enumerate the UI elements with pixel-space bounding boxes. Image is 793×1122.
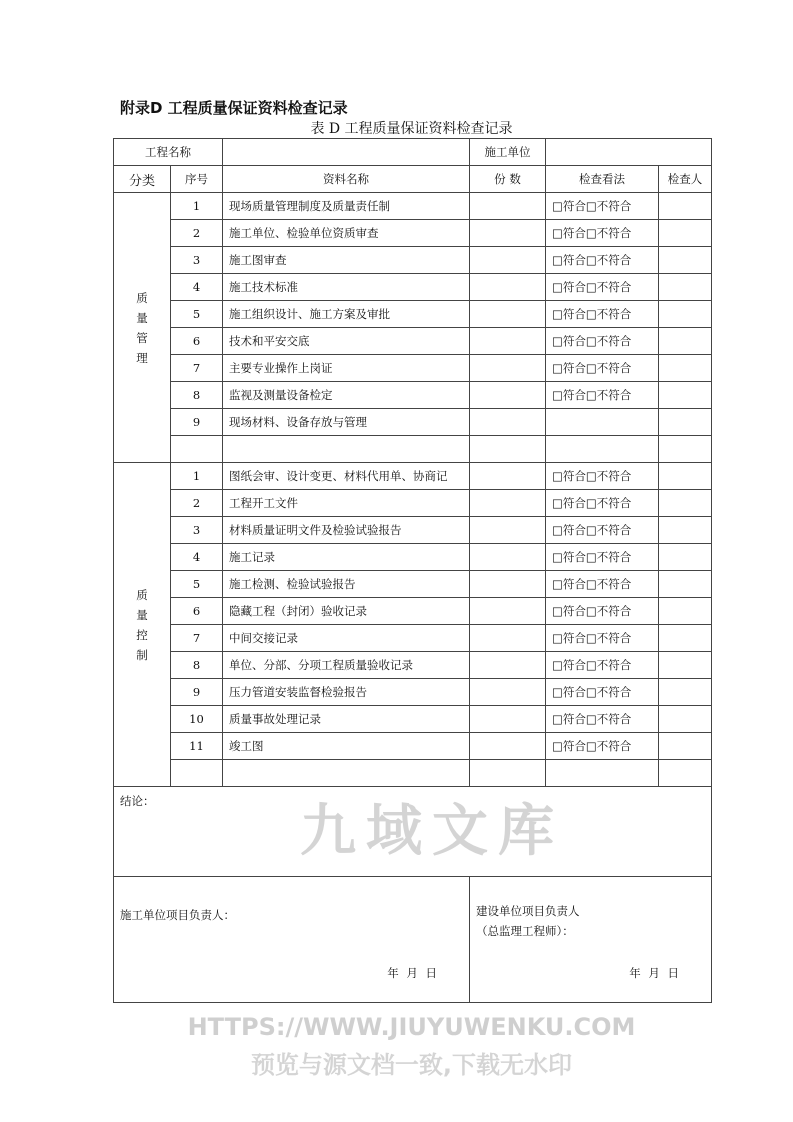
count-field[interactable] bbox=[470, 544, 546, 571]
supervisor-signature-label: （总监理工程师）： bbox=[476, 924, 574, 938]
inspector-field[interactable] bbox=[659, 679, 712, 706]
col-doc-header: 资料名称 bbox=[223, 166, 470, 193]
row-number: 4 bbox=[171, 544, 223, 571]
row-number: 8 bbox=[171, 652, 223, 679]
row-number: 6 bbox=[171, 598, 223, 625]
opinion-checkbox-cell[interactable]: □符合□不符合 bbox=[546, 598, 659, 625]
count-field[interactable] bbox=[470, 193, 546, 220]
count-field[interactable] bbox=[470, 274, 546, 301]
inspector-field[interactable] bbox=[659, 193, 712, 220]
category-cell bbox=[114, 193, 171, 463]
opinion-checkbox-cell[interactable]: □符合□不符合 bbox=[546, 328, 659, 355]
document-name bbox=[223, 436, 470, 463]
inspector-field[interactable] bbox=[659, 436, 712, 463]
table-row bbox=[114, 220, 712, 247]
row-number: 7 bbox=[171, 355, 223, 382]
document-name: 监视及测量设备检定 bbox=[223, 382, 470, 409]
table-row bbox=[114, 625, 712, 652]
watermark-logo: 九域文库 bbox=[300, 799, 564, 864]
inspector-field[interactable] bbox=[659, 328, 712, 355]
count-field[interactable] bbox=[470, 247, 546, 274]
row-number: 5 bbox=[171, 571, 223, 598]
document-name: 施工组织设计、施工方案及审批 bbox=[223, 301, 470, 328]
count-field[interactable] bbox=[470, 760, 546, 787]
category-char: 理 bbox=[136, 350, 148, 365]
table-row bbox=[114, 598, 712, 625]
count-field[interactable] bbox=[470, 301, 546, 328]
category-char: 质 bbox=[136, 290, 148, 305]
inspector-field[interactable] bbox=[659, 544, 712, 571]
project-name-field[interactable] bbox=[223, 139, 470, 166]
opinion-checkbox-cell[interactable]: □符合□不符合 bbox=[546, 463, 659, 490]
table-row bbox=[114, 490, 712, 517]
row-number: 10 bbox=[171, 706, 223, 733]
table-row bbox=[114, 733, 712, 760]
category-char: 管 bbox=[136, 330, 148, 345]
project-name-label: 工程名称 bbox=[114, 139, 223, 166]
opinion-checkbox-cell[interactable]: □符合□不符合 bbox=[546, 193, 659, 220]
row-number: 4 bbox=[171, 274, 223, 301]
document-name: 技术和平安交底 bbox=[223, 328, 470, 355]
inspector-field[interactable] bbox=[659, 517, 712, 544]
opinion-checkbox-cell[interactable]: □符合□不符合 bbox=[546, 571, 659, 598]
owner-signature-label: 建设单位项目负责人 bbox=[476, 904, 580, 918]
opinion-checkbox-cell[interactable]: □符合□不符合 bbox=[546, 625, 659, 652]
row-number: 2 bbox=[171, 220, 223, 247]
signature-row bbox=[114, 877, 712, 1003]
inspector-field[interactable] bbox=[659, 733, 712, 760]
table-row bbox=[114, 463, 712, 490]
owner-signature-area bbox=[470, 877, 711, 1002]
document-name: 施工技术标准 bbox=[223, 274, 470, 301]
category-char: 量 bbox=[136, 607, 148, 622]
category-char: 制 bbox=[136, 647, 148, 662]
inspector-field[interactable] bbox=[659, 598, 712, 625]
opinion-checkbox-cell[interactable] bbox=[546, 409, 659, 436]
row-number: 3 bbox=[171, 247, 223, 274]
opinion-checkbox-cell[interactable]: □符合□不符合 bbox=[546, 733, 659, 760]
inspector-field[interactable] bbox=[659, 382, 712, 409]
table-row bbox=[114, 517, 712, 544]
count-field[interactable] bbox=[470, 733, 546, 760]
table-row bbox=[114, 301, 712, 328]
document-name: 主要专业操作上岗证 bbox=[223, 355, 470, 382]
table-row bbox=[114, 409, 712, 436]
category-char: 控 bbox=[136, 627, 148, 642]
row-number: 9 bbox=[171, 679, 223, 706]
count-field[interactable] bbox=[470, 463, 546, 490]
opinion-checkbox-cell[interactable] bbox=[546, 436, 659, 463]
col-count-header: 份 数 bbox=[470, 166, 546, 193]
inspector-field[interactable] bbox=[659, 490, 712, 517]
contractor-label: 施工单位 bbox=[470, 139, 546, 166]
appendix-title: 附录D 工程质量保证资料检查记录 bbox=[120, 99, 348, 117]
inspector-field[interactable] bbox=[659, 463, 712, 490]
row-number: 11 bbox=[171, 733, 223, 760]
category-char: 量 bbox=[136, 310, 148, 325]
row-number bbox=[171, 436, 223, 463]
document-name: 竣工图 bbox=[223, 733, 470, 760]
document-name: 施工单位、检验单位资质审查 bbox=[223, 220, 470, 247]
col-opinion-header: 检查看法 bbox=[546, 166, 659, 193]
contractor-date-label: 年 月 日 bbox=[387, 966, 439, 980]
document-name bbox=[223, 760, 470, 787]
opinion-checkbox-cell[interactable]: □符合□不符合 bbox=[546, 652, 659, 679]
opinion-checkbox-cell[interactable]: □符合□不符合 bbox=[546, 274, 659, 301]
contractor-signature-cell[interactable] bbox=[114, 877, 470, 1003]
quality-document-check-table bbox=[113, 138, 712, 1003]
document-name: 施工检测、检验试验报告 bbox=[223, 571, 470, 598]
count-field[interactable] bbox=[470, 220, 546, 247]
count-field[interactable] bbox=[470, 652, 546, 679]
column-header-row bbox=[114, 166, 712, 193]
inspector-field[interactable] bbox=[659, 625, 712, 652]
inspector-field[interactable] bbox=[659, 706, 712, 733]
inspector-field[interactable] bbox=[659, 571, 712, 598]
count-field[interactable] bbox=[470, 679, 546, 706]
inspector-field[interactable] bbox=[659, 220, 712, 247]
document-name: 工程开工文件 bbox=[223, 490, 470, 517]
document-name: 施工记录 bbox=[223, 544, 470, 571]
count-field[interactable] bbox=[470, 517, 546, 544]
category-char: 质 bbox=[136, 587, 148, 602]
owner-signature-cell[interactable] bbox=[470, 877, 712, 1003]
table-row bbox=[114, 571, 712, 598]
opinion-checkbox-cell[interactable]: □符合□不符合 bbox=[546, 517, 659, 544]
document-name: 隐藏工程（封闭）验收记录 bbox=[223, 598, 470, 625]
contractor-signature-area bbox=[114, 877, 469, 1002]
row-number: 8 bbox=[171, 382, 223, 409]
row-number: 6 bbox=[171, 328, 223, 355]
watermark-notice: 预览与源文档一致,下载无水印 bbox=[250, 1051, 573, 1079]
row-number: 3 bbox=[171, 517, 223, 544]
opinion-checkbox-cell[interactable]: □符合□不符合 bbox=[546, 706, 659, 733]
opinion-checkbox-cell[interactable]: □符合□不符合 bbox=[546, 220, 659, 247]
row-number: 1 bbox=[171, 193, 223, 220]
contractor-field[interactable] bbox=[546, 139, 712, 166]
row-number: 5 bbox=[171, 301, 223, 328]
count-field[interactable] bbox=[470, 490, 546, 517]
document-name: 施工图审查 bbox=[223, 247, 470, 274]
opinion-checkbox-cell[interactable]: □符合□不符合 bbox=[546, 544, 659, 571]
table-row bbox=[114, 355, 712, 382]
opinion-checkbox-cell[interactable]: □符合□不符合 bbox=[546, 355, 659, 382]
table-row bbox=[114, 679, 712, 706]
table-row bbox=[114, 760, 712, 787]
watermark-url: HTTPS://WWW.JIUYUWENKU.COM bbox=[187, 1013, 636, 1041]
count-field[interactable] bbox=[470, 355, 546, 382]
conclusion-label: 结论： bbox=[120, 794, 155, 808]
count-field[interactable] bbox=[470, 436, 546, 463]
col-inspector-header: 检查人 bbox=[659, 166, 712, 193]
document-name: 材料质量证明文件及检验试验报告 bbox=[223, 517, 470, 544]
count-field[interactable] bbox=[470, 409, 546, 436]
opinion-checkbox-cell[interactable] bbox=[546, 760, 659, 787]
table-row bbox=[114, 247, 712, 274]
document-name: 中间交接记录 bbox=[223, 625, 470, 652]
inspector-field[interactable] bbox=[659, 247, 712, 274]
col-no-header: 序号 bbox=[171, 166, 223, 193]
count-field[interactable] bbox=[470, 571, 546, 598]
inspector-field[interactable] bbox=[659, 355, 712, 382]
row-number bbox=[171, 760, 223, 787]
inspector-field[interactable] bbox=[659, 301, 712, 328]
col-category-header: 分类 bbox=[114, 166, 171, 193]
inspector-field[interactable] bbox=[659, 274, 712, 301]
document-name: 压力管道安装监督检验报告 bbox=[223, 679, 470, 706]
table-row bbox=[114, 544, 712, 571]
table-row bbox=[114, 274, 712, 301]
contractor-signature-label: 施工单位项目负责人： bbox=[120, 908, 235, 922]
conclusion-field[interactable] bbox=[114, 787, 712, 877]
row-number: 1 bbox=[171, 463, 223, 490]
category-cell bbox=[114, 463, 171, 787]
table-row bbox=[114, 652, 712, 679]
document-name: 质量事故处理记录 bbox=[223, 706, 470, 733]
opinion-checkbox-cell[interactable]: □符合□不符合 bbox=[546, 679, 659, 706]
row-number: 2 bbox=[171, 490, 223, 517]
owner-date-label: 年 月 日 bbox=[629, 966, 681, 980]
table-row bbox=[114, 706, 712, 733]
count-field[interactable] bbox=[470, 625, 546, 652]
document-name: 现场质量管理制度及质量责任制 bbox=[223, 193, 470, 220]
table-row bbox=[114, 436, 712, 463]
table-row bbox=[114, 328, 712, 355]
opinion-checkbox-cell[interactable]: □符合□不符合 bbox=[546, 247, 659, 274]
document-name: 图纸会审、设计变更、材料代用单、协商记 bbox=[223, 463, 470, 490]
count-field[interactable] bbox=[470, 706, 546, 733]
count-field[interactable] bbox=[470, 382, 546, 409]
inspector-field[interactable] bbox=[659, 409, 712, 436]
conclusion-row bbox=[114, 787, 712, 877]
opinion-checkbox-cell[interactable]: □符合□不符合 bbox=[546, 490, 659, 517]
table-row bbox=[114, 382, 712, 409]
document-name: 单位、分部、分项工程质量验收记录 bbox=[223, 652, 470, 679]
row-number: 7 bbox=[171, 625, 223, 652]
table-caption: 表 D 工程质量保证资料检查记录 bbox=[310, 121, 513, 137]
table-row bbox=[114, 193, 712, 220]
inspector-field[interactable] bbox=[659, 760, 712, 787]
count-field[interactable] bbox=[470, 328, 546, 355]
row-number: 9 bbox=[171, 409, 223, 436]
document-name: 现场材料、设备存放与管理 bbox=[223, 409, 470, 436]
inspector-field[interactable] bbox=[659, 652, 712, 679]
count-field[interactable] bbox=[470, 598, 546, 625]
opinion-checkbox-cell[interactable]: □符合□不符合 bbox=[546, 382, 659, 409]
project-info-row bbox=[114, 139, 712, 166]
opinion-checkbox-cell[interactable]: □符合□不符合 bbox=[546, 301, 659, 328]
